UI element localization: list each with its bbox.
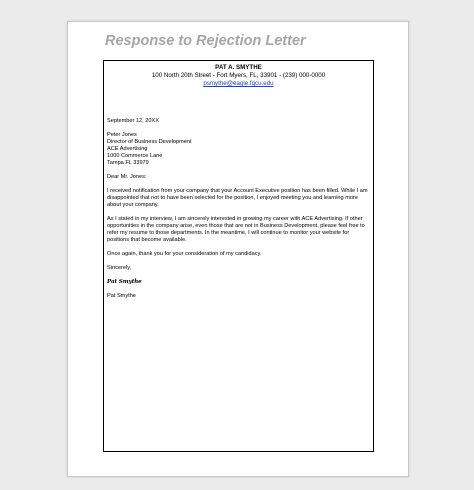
signer-name: Pat Smythe: [107, 293, 136, 299]
letter-header: [104, 64, 373, 88]
body-paragraph: As I stated in my interview, I am sincerely interested in growing my career with ACE Advertising. If other opportunities in the company arise, even those that are not in Business Development, please feel free to refer my resume to those departments. In the meantime, I will continue to monitor your website for positions that become available.: [107, 216, 365, 243]
document-title: Response to Rejection Letter: [105, 33, 306, 49]
recipient-block: [107, 132, 369, 167]
body-paragraph: I received notification from your company that your Account Executive position has been filled. While I am disappointed that not to have been selected for the position, I enjoyed meeting you and learning more about your company.: [107, 188, 368, 208]
recipient-title: Director of Business Development: [107, 139, 192, 145]
recipient-company: ACE Advertising: [107, 146, 148, 152]
salutation: Dear Mr. Jones:: [107, 174, 147, 180]
letter-date: September 12, 20XX: [107, 118, 159, 124]
body-paragraph: Once again, thank you for your consideration of my candidacy.: [107, 251, 262, 257]
sender-address: 100 North 20th Street - Fort Myers, FL, 33901 - (239) 000-0000: [151, 72, 326, 79]
document-page: [67, 21, 409, 477]
sender-name: PAT A. SMYTHE: [215, 64, 262, 71]
recipient-street: 1000 Commerce Lane: [107, 153, 163, 159]
handwritten-signature: Pat Smythe: [107, 279, 142, 285]
closing: Sincerely,: [107, 265, 132, 271]
letter-body: [107, 118, 369, 300]
letter-frame: [103, 60, 374, 452]
recipient-name: Peter Jones: [107, 132, 137, 138]
sender-email-link[interactable]: psmythe@eagle.fgcu.edu: [203, 80, 274, 87]
recipient-city: Tampa FL 33979: [107, 160, 149, 166]
